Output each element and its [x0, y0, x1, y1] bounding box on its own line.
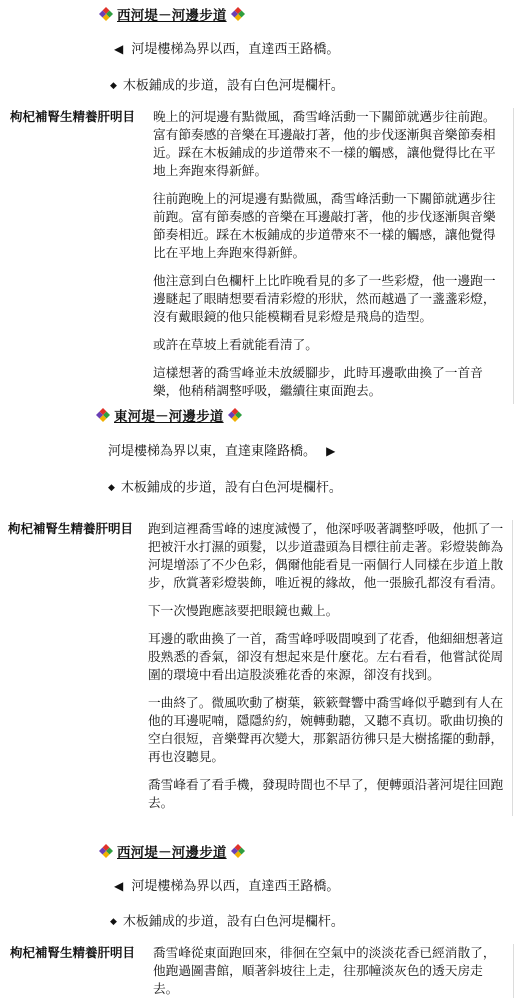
bullet-text: 木板鋪成的步道，設有白色河堤欄杆。 — [122, 78, 344, 94]
direction-link[interactable] — [108, 442, 335, 461]
diamond-bullet-icon: ◆ — [110, 917, 117, 927]
section-title[interactable]: 西河堤－河邊步道 — [117, 8, 227, 24]
side-label: 枸杞補腎生精養肝明目 — [10, 945, 136, 960]
side-label: 枸杞補腎生精養肝明目 — [10, 109, 136, 124]
paragraph: 晚上的河堤邊有點微風，喬雪峰活動一下關節就邁步往前跑。富有節奏感的音樂在耳邊敲打著，他的步伐逐漸與音樂節奏相近。踩在木板鋪成的步道帶來不一樣的觸感，讓他覺得比在平地上奔跑來得新鮮。 — [153, 109, 496, 178]
bullet-text: 木板鋪成的步道，設有白色河堤欄杆。 — [122, 914, 344, 930]
diamond-bullet-icon: ◆ — [108, 483, 115, 493]
paragraph: 耳邊的歌曲換了一首，喬雪峰呼吸間嗅到了花香，他細細想著這股熟悉的香氣，卻沒有想起來是什麼花。左右看看，他嘗試從周圍的環境中看出這股淡雅花香的來源，卻沒有找到。 — [148, 631, 504, 682]
paragraph: 跑到這裡喬雪峰的速度減慢了，他深呼吸著調整呼吸，他抓了一把被汗水打濕的頭髮，以步道盡頭為目標往前走著。彩燈裝飾為河堤增添了不少色彩，偶爾他能看見一兩個行人同樣在步道上散步，欣賞著彩燈裝飾，唯近視的緣故，他一張臉孔都沒有看清。 — [148, 521, 504, 590]
feature-bullet — [110, 77, 344, 96]
direction-text: 河堤樓梯為界以西，直達西王路橋。 — [131, 42, 340, 57]
direction-text: 河堤樓梯為界以東，直達東隆路橋。 — [108, 444, 317, 459]
diamond-icon — [99, 844, 113, 858]
section-header — [0, 840, 518, 862]
left-arrow-icon: ◀ — [114, 879, 124, 893]
diamond-bullet-icon: ◆ — [110, 81, 117, 91]
direction-text: 河堤樓梯為界以西，直達西王路橋。 — [131, 879, 340, 894]
right-arrow-icon: ▶ — [326, 444, 336, 458]
section-title[interactable]: 東河堤－河邊步道 — [114, 409, 224, 425]
side-label: 枸杞補腎生精養肝明目 — [8, 521, 134, 536]
diamond-icon — [231, 7, 245, 21]
paragraph: 下一次慢跑應該要把眼鏡也戴上。 — [148, 603, 339, 618]
paragraph: 或許在草坡上看就能看清了。 — [153, 337, 318, 352]
paragraph: 他注意到白色欄杆上比昨晚看見的多了一些彩燈，他一邊跑一邊瞇起了眼睛想要看清彩燈的形狀，然而越過了一盞盞彩燈，沒有戴眼鏡的他只能模糊看見彩燈是飛鳥的造型。 — [153, 273, 496, 324]
paragraph: 一曲終了。微風吹動了樹葉，簌簌聲響中喬雪峰似乎聽到有人在他的耳邊呢喃，隱隱約約，婉轉動聽，又聽不真切。歌曲切換的空白很短，音樂聲再次變大，那絮語彷彿只是大樹搖擺的動靜，再也沒聽見。 — [148, 695, 504, 764]
paragraph: 往前跑晚上的河堤邊有點微風，喬雪峰活動一下關節就邁步往前跑。富有節奏感的音樂在耳邊敲打著，他的步伐逐漸與音樂節奏相近。踩在木板鋪成的步道帶來不一樣的觸感，讓他覺得比在平地上奔跑來得新鮮。 — [153, 191, 496, 260]
diamond-icon — [228, 408, 242, 422]
section-header — [0, 404, 518, 426]
direction-link[interactable] — [114, 877, 339, 896]
paragraph: 喬雪峰看了看手機，發現時間也不早了，便轉頭沿著河堤往回跑去。 — [148, 777, 504, 810]
diamond-icon — [231, 844, 245, 858]
section-title[interactable]: 西河堤－河邊步道 — [117, 845, 227, 861]
feature-bullet — [108, 479, 342, 498]
diamond-icon — [96, 408, 110, 422]
section-header — [0, 3, 518, 25]
narrative-body — [153, 944, 514, 998]
feature-bullet — [110, 913, 344, 932]
bullet-text: 木板鋪成的步道，設有白色河堤欄杆。 — [120, 480, 342, 496]
paragraph: 喬雪峰從東面跑回來，徘徊在空氣中的淡淡花香已經消散了，他跑過圖書館，順著斜坡往上走，往那幢淡灰色的透天房走去。 — [153, 945, 496, 996]
narrative-body — [153, 108, 514, 404]
left-arrow-icon: ◀ — [114, 42, 124, 56]
diamond-icon — [99, 7, 113, 21]
paragraph: 這樣想著的喬雪峰並未放緩腳步，此時耳邊歌曲換了一首音樂，他稍稍調整呼吸，繼續往東面跑去。 — [153, 365, 483, 398]
narrative-body — [148, 520, 513, 816]
direction-link[interactable] — [114, 40, 339, 59]
